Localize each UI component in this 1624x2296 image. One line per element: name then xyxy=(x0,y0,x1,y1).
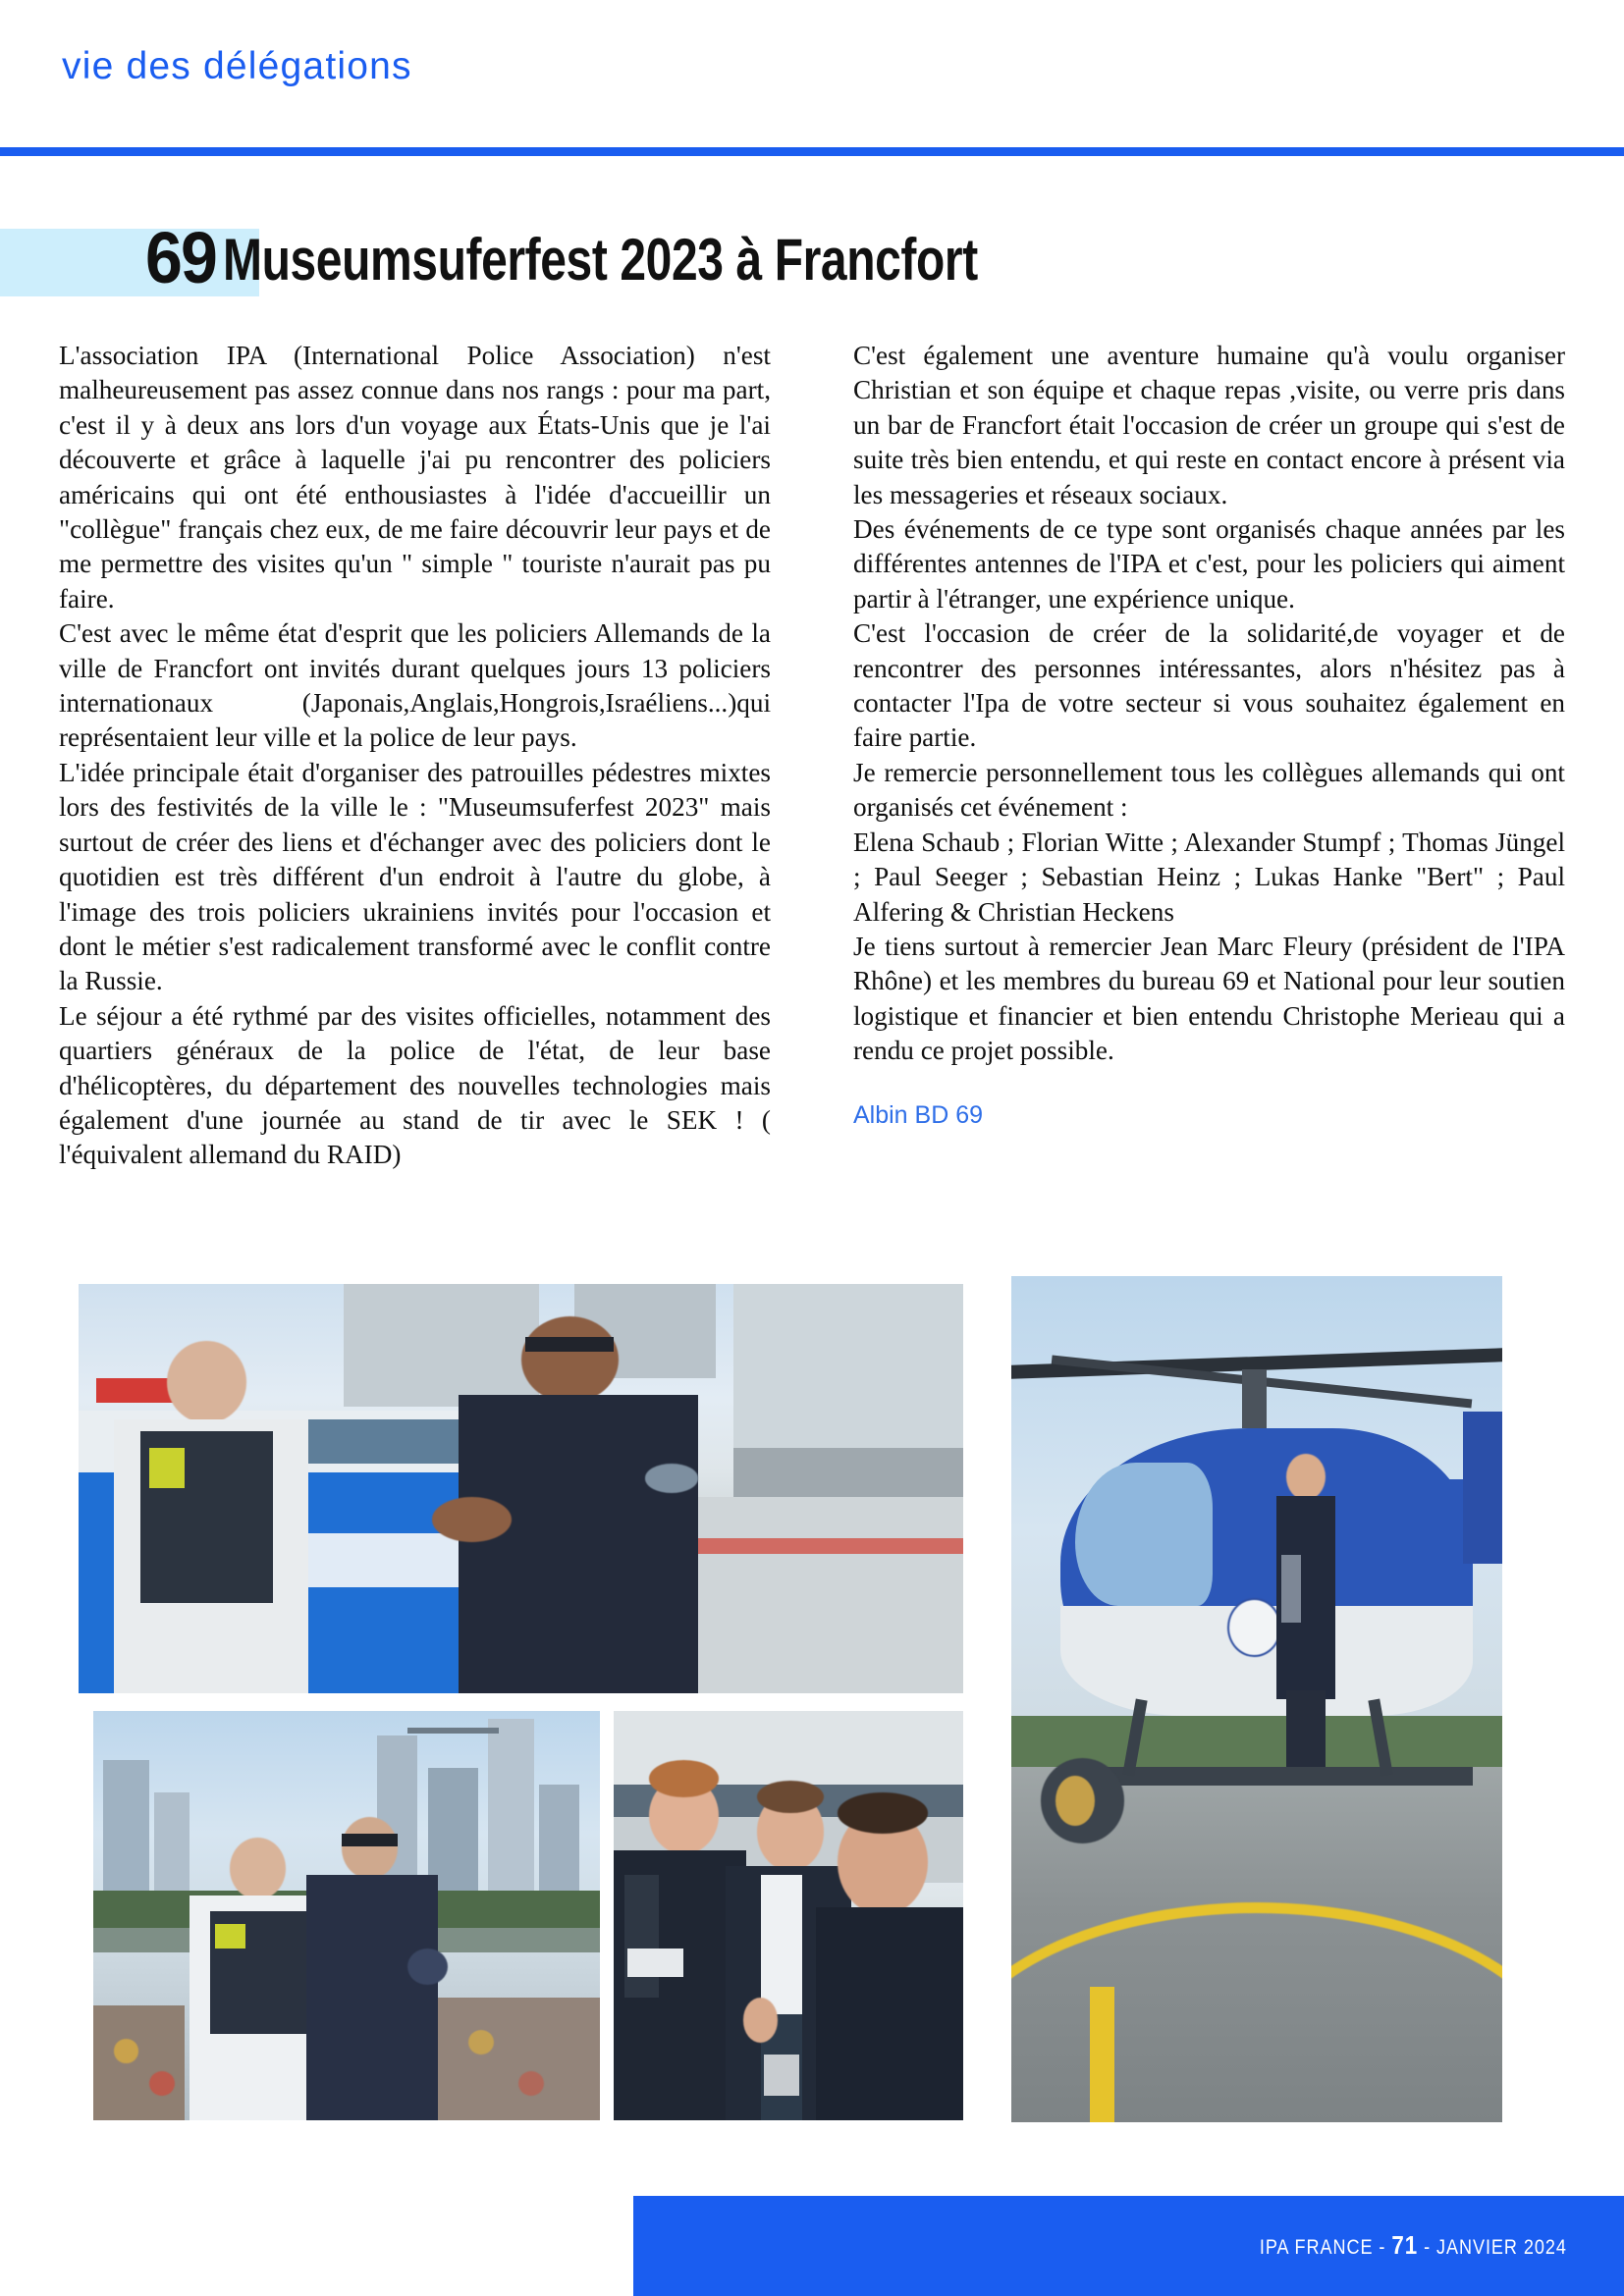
paragraph: L'association IPA (International Police Association) n'est malheureusement pas assez connue dans nos rangs : pour ma part, c'est il y à deux ans lors d'un voyage aux États-Unis que je l'ai découverte et grâce à laquelle j'ai pu rencontrer des policiers américains qui ont été enthousiastes à l'idée d'accueillir un "collègue" français chez eux, de me faire découvrir leur pays et de me permettre des visites qu'un " simple " touriste n'aurait pas pu faire. xyxy=(59,341,771,614)
paragraph: C'est l'occasion de créer de la solidarité,de voyager et de rencontrer des personnes intéressantes, alors n'hésitez pas à contacter l'Ipa de votre secteur si vous souhaitez également en faire partie. xyxy=(853,618,1565,753)
page-footer-bar xyxy=(633,2196,1624,2296)
header-rule xyxy=(0,147,1624,156)
footer-date: JANVIER 2024 xyxy=(1436,2236,1567,2259)
paragraph: Le séjour a été rythmé par des visites officielles, notamment des quartiers généraux de la police de l'état, de leur base d'hélicoptères, du département des nouvelles technologies mais également d'une journée au stand de tir avec le SEK ! ( l'équivalent allemand du RAID) xyxy=(59,1000,771,1170)
footer-separator-2: - xyxy=(1424,2236,1432,2259)
paragraph-names: Elena Schaub ; Florian Witte ; Alexander Stumpf ; Thomas Jüngel ; Paul Seeger ; Sebastian Heinz ; Lukas Hanke "Bert" ; Paul Alfering & Christian Heckens xyxy=(853,827,1565,927)
paragraph: L'idée principale était d'organiser des patrouilles pédestres mixtes lors des festivités de la ville le : "Museumsuferfest 2023" mais surtout de créer des liens et d'échanger avec des policiers dont le quotidien est très différent d'un endroit à l'autre du globe, à l'image des trois policiers ukrainiens invités pour l'occasion et dont le métier s'est radicalement transformé avec le conflit contre la Russie. xyxy=(59,757,771,996)
paragraph: C'est également une aventure humaine qu'à voulu organiser Christian et son équipe et chaque repas ,visite, ou verre pris dans un bar de Francfort était l'occasion de créer un groupe qui s'est de suite très bien entendu, et qui reste en contact encore à présent via les messageries et réseaux sociaux. xyxy=(853,341,1565,509)
article-column-right xyxy=(853,339,1565,1133)
page-title: Museumsuferfest 2023 à Francfort xyxy=(223,227,978,293)
photo-bridge xyxy=(93,1711,600,2120)
article-body xyxy=(59,339,1565,1247)
department-number: 69 xyxy=(145,217,217,298)
paragraph: Des événements de ce type sont organisés chaque années par les différentes antennes de l'IPA et c'est, pour les policiers qui aiment partir à l'étranger, une expérience unique. xyxy=(853,514,1565,614)
paragraph: Je remercie personnellement tous les collègues allemands qui ont organisés cet événement : xyxy=(853,757,1565,823)
photo-officers-car xyxy=(79,1284,963,1693)
photo-selfie xyxy=(614,1711,963,2120)
footer-page-number: 71 xyxy=(1391,2230,1419,2260)
title-row xyxy=(0,217,1080,299)
paragraph: Je tiens surtout à remercier Jean Marc Fleury (président de l'IPA Rhône) et les membres du bureau 69 et National pour leur soutien logistique et financier et bien entendu Christophe Merieau qui a rendu ce projet possible. xyxy=(853,931,1565,1066)
article-column-left xyxy=(59,339,771,1173)
section-kicker: vie des délégations xyxy=(62,45,412,87)
paragraph: C'est avec le même état d'esprit que les policiers Allemands de la ville de Francfort ont invités durant quelques jours 13 policiers internationaux (Japonais,Anglais,Hongrois,Israéliens...)qui représentaient leur ville et la police de leur pays. xyxy=(59,618,771,753)
footer-text xyxy=(1260,2230,1567,2261)
footer-separator-1: - xyxy=(1379,2236,1386,2259)
footer-publication: IPA FRANCE xyxy=(1260,2236,1374,2259)
photo-helicopter xyxy=(1011,1276,1502,2122)
article-title-band xyxy=(0,217,1624,298)
page-header xyxy=(0,0,1624,157)
article-signature: Albin BD 69 xyxy=(853,1100,984,1129)
